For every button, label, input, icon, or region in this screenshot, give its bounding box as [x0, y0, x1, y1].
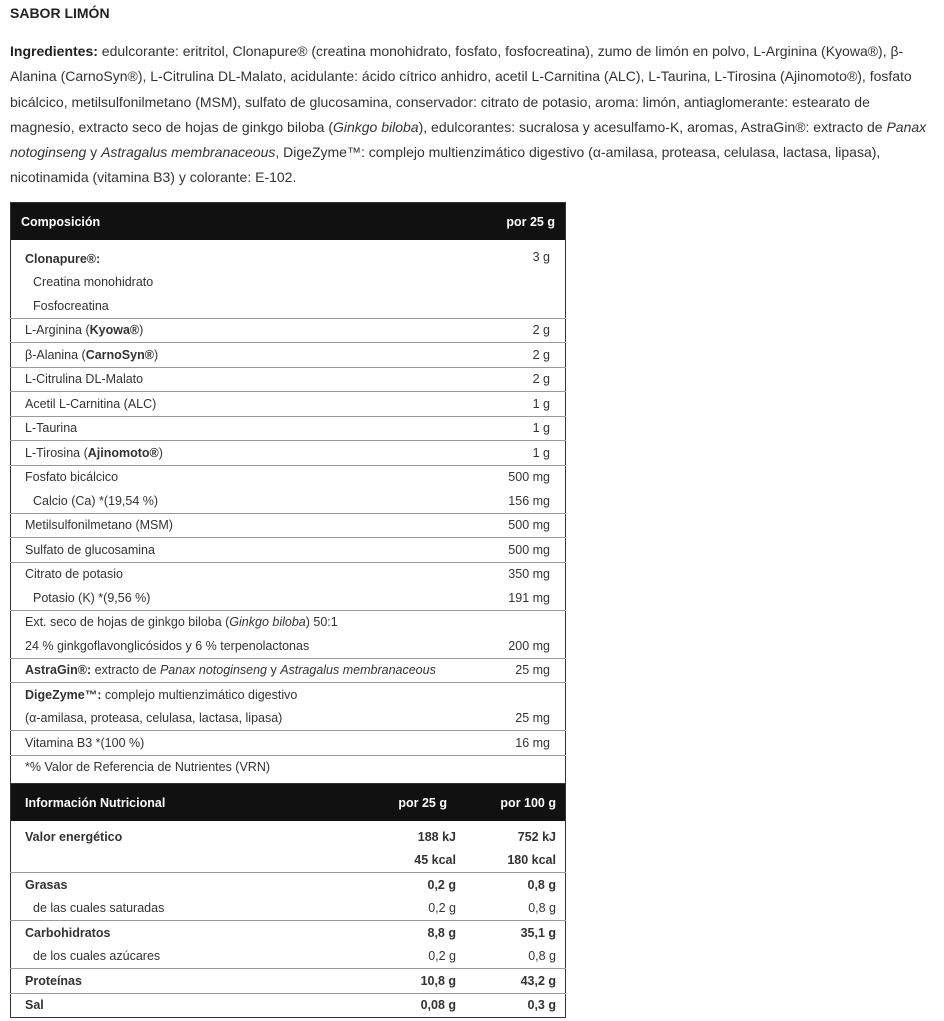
- ingredients-label: Ingredientes:: [10, 43, 98, 59]
- row-label: Potasio (K) *(9,56 %): [33, 590, 151, 605]
- table-row: [11, 243, 566, 271]
- row-value: 500 mg: [488, 538, 565, 563]
- table-row: [11, 969, 566, 994]
- table-row: [11, 825, 566, 849]
- ingredients-text: ), edulcorantes: sucralosa y acesulfamo-K, aromas, AstraGin®: extracto de: [418, 118, 887, 135]
- table-row: [11, 318, 566, 343]
- table-row: [11, 465, 566, 489]
- row-label: Calcio (Ca) *(19,54 %): [33, 493, 159, 508]
- row-value: 0,08 g: [313, 993, 456, 1018]
- table-row: [11, 441, 566, 466]
- row-label: [11, 849, 314, 873]
- row-value: 16 mg: [488, 731, 565, 756]
- row-label: Fosfato bicálcico: [11, 465, 489, 489]
- table-row: [11, 367, 566, 392]
- row-value: 1 g: [488, 416, 565, 441]
- row-value: 0,2 g: [428, 901, 456, 916]
- row-label: Vitamina B3 *(100 %): [11, 731, 489, 756]
- row-label: Acetil L-Carnitina (ALC): [11, 392, 489, 417]
- row-value: 500 mg: [488, 465, 565, 489]
- row-label: L-Taurina: [11, 416, 489, 441]
- table-row: [11, 489, 566, 513]
- table-row: [11, 945, 566, 969]
- row-label: Sulfato de glucosamina: [11, 538, 489, 563]
- table-row: [11, 921, 566, 945]
- table-row: [11, 343, 566, 368]
- row-label: DigeZyme™: complejo multienzimático digestivo: [11, 683, 489, 707]
- table-row: [11, 416, 566, 441]
- row-value: 2 g: [488, 367, 565, 392]
- row-value: 191 mg: [508, 590, 550, 605]
- row-value: 25 mg: [515, 711, 550, 726]
- row-value: 0,2 g: [428, 949, 456, 964]
- table-row: [11, 586, 566, 610]
- row-value: 156 mg: [508, 493, 550, 508]
- row-value: 25 mg: [488, 658, 565, 683]
- row-value: 180 kcal: [507, 853, 556, 868]
- table-row: [11, 873, 566, 897]
- row-value: 188 kJ: [417, 829, 456, 844]
- table-row: [11, 731, 566, 756]
- footnote: *% Valor de Referencia de Nutrientes (VRN): [11, 755, 489, 779]
- row-value: 8,8 g: [313, 921, 456, 945]
- ingredients-italic: Ginkgo biloba: [332, 118, 419, 135]
- row-value: 0,2 g: [313, 873, 456, 897]
- composition-table: [10, 202, 566, 787]
- row-label: de los cuales azúcares: [33, 949, 161, 964]
- table-row: [11, 562, 566, 586]
- flavor-title: SABOR LIMÓN: [10, 5, 110, 21]
- header-cell: Composición: [11, 203, 489, 241]
- row-label: Creatina monohidrato: [33, 275, 154, 290]
- row-value: 3 g: [532, 249, 550, 264]
- table-row: [11, 658, 566, 683]
- ingredients-italic: Astragalus membranaceous: [101, 144, 276, 161]
- row-value: 35,1 g: [456, 921, 566, 945]
- row-value: 43,2 g: [456, 969, 566, 994]
- table-row: [11, 707, 566, 731]
- row-label: Sal: [11, 993, 314, 1018]
- row-label: de las cuales saturadas: [33, 901, 165, 916]
- table-row: [11, 755, 566, 779]
- table-row: [11, 271, 566, 295]
- row-label: Metilsulfonilmetano (MSM): [11, 513, 489, 538]
- table-row: [11, 294, 566, 318]
- row-label: Clonapure®:: [25, 251, 101, 266]
- table-row: [11, 634, 566, 658]
- table-row: [11, 513, 566, 538]
- table-row: [11, 610, 566, 634]
- row-value: 0,8 g: [456, 873, 566, 897]
- table-row: [11, 849, 566, 873]
- ingredients-italic: Panax notoginseng: [10, 118, 927, 161]
- table-header-row: [11, 203, 566, 241]
- row-label: β-Alanina (CarnoSyn®): [11, 343, 489, 368]
- row-label: Carbohidratos: [11, 921, 314, 945]
- ingredients-text: y: [86, 144, 102, 161]
- row-label: (α-amilasa, proteasa, celulasa, lactasa, lipasa): [25, 711, 283, 726]
- row-value: 1 g: [488, 441, 565, 466]
- row-label: 24 % ginkgoflavonglicósidos y 6 % terpenolactonas: [25, 638, 310, 653]
- row-value: 1 g: [488, 392, 565, 417]
- ingredients-text: , DigeZyme™: complejo multienzimático digestivo (α-amilasa, proteasa, celulasa, lactasa, lipasa), nicotinamida (vitamina B3) y colorante: E-102.: [10, 144, 881, 186]
- row-value: 500 mg: [488, 513, 565, 538]
- row-value: 0,8 g: [528, 949, 556, 964]
- row-label: Proteínas: [11, 969, 314, 994]
- table-row: [11, 392, 566, 417]
- row-label: L-Tirosina (Ajinomoto®): [11, 441, 489, 466]
- nutrition-table: [10, 783, 566, 1018]
- ingredients-text: edulcorante: eritritol, Clonapure® (creatina monohidrato, fosfato, fosfocreatina), zumo de limón en polvo, L-Arginina (Kyowa®), β-Alanina (CarnoSyn®), L-Citrulina DL-Malato, acidulante: ácido cítrico anhidro, acetil L-Carnitina (ALC), L-Taurina, L-Tirosina (Ajinomoto®), fosfato bicálcico, metilsulfonilmetano (MSM), sulfato de glucosamina, conservador: citrato de potasio, aroma: limón, antiaglomerante: estearato de magnesio, extracto seco de hojas de ginkgo biloba (: [10, 43, 912, 135]
- table-row: [11, 897, 566, 921]
- table-row: [11, 538, 566, 563]
- row-value: 752 kJ: [517, 829, 556, 844]
- row-value: 0,8 g: [528, 901, 556, 916]
- row-value: 200 mg: [508, 638, 550, 653]
- header-cell: Información Nutricional: [11, 784, 314, 822]
- header-cell: por 25 g: [488, 203, 565, 241]
- row-label: Fosfocreatina: [33, 298, 109, 313]
- row-label: L-Arginina (Kyowa®): [11, 318, 489, 343]
- table-row: [11, 993, 566, 1018]
- row-label: Valor energético: [25, 829, 123, 844]
- row-label: Grasas: [11, 873, 314, 897]
- row-value: 0,3 g: [456, 993, 566, 1018]
- row-value: 45 kcal: [414, 853, 456, 868]
- table-row: [11, 683, 566, 707]
- header-cell: por 100 g: [456, 784, 566, 822]
- row-label: AstraGin®: extracto de Panax notoginseng y Astragalus membranaceous: [11, 658, 489, 683]
- row-value: 2 g: [488, 343, 565, 368]
- table-header-row: [11, 784, 566, 822]
- header-cell: por 25 g: [313, 784, 456, 822]
- row-label: Ext. seco de hojas de ginkgo biloba (Ginkgo biloba) 50:1: [11, 610, 489, 634]
- row-value: 10,8 g: [313, 969, 456, 994]
- row-value: 350 mg: [488, 562, 565, 586]
- row-label: L-Citrulina DL-Malato: [11, 367, 489, 392]
- row-value: 2 g: [488, 318, 565, 343]
- ingredients-paragraph: [10, 39, 932, 191]
- row-label: Citrato de potasio: [11, 562, 489, 586]
